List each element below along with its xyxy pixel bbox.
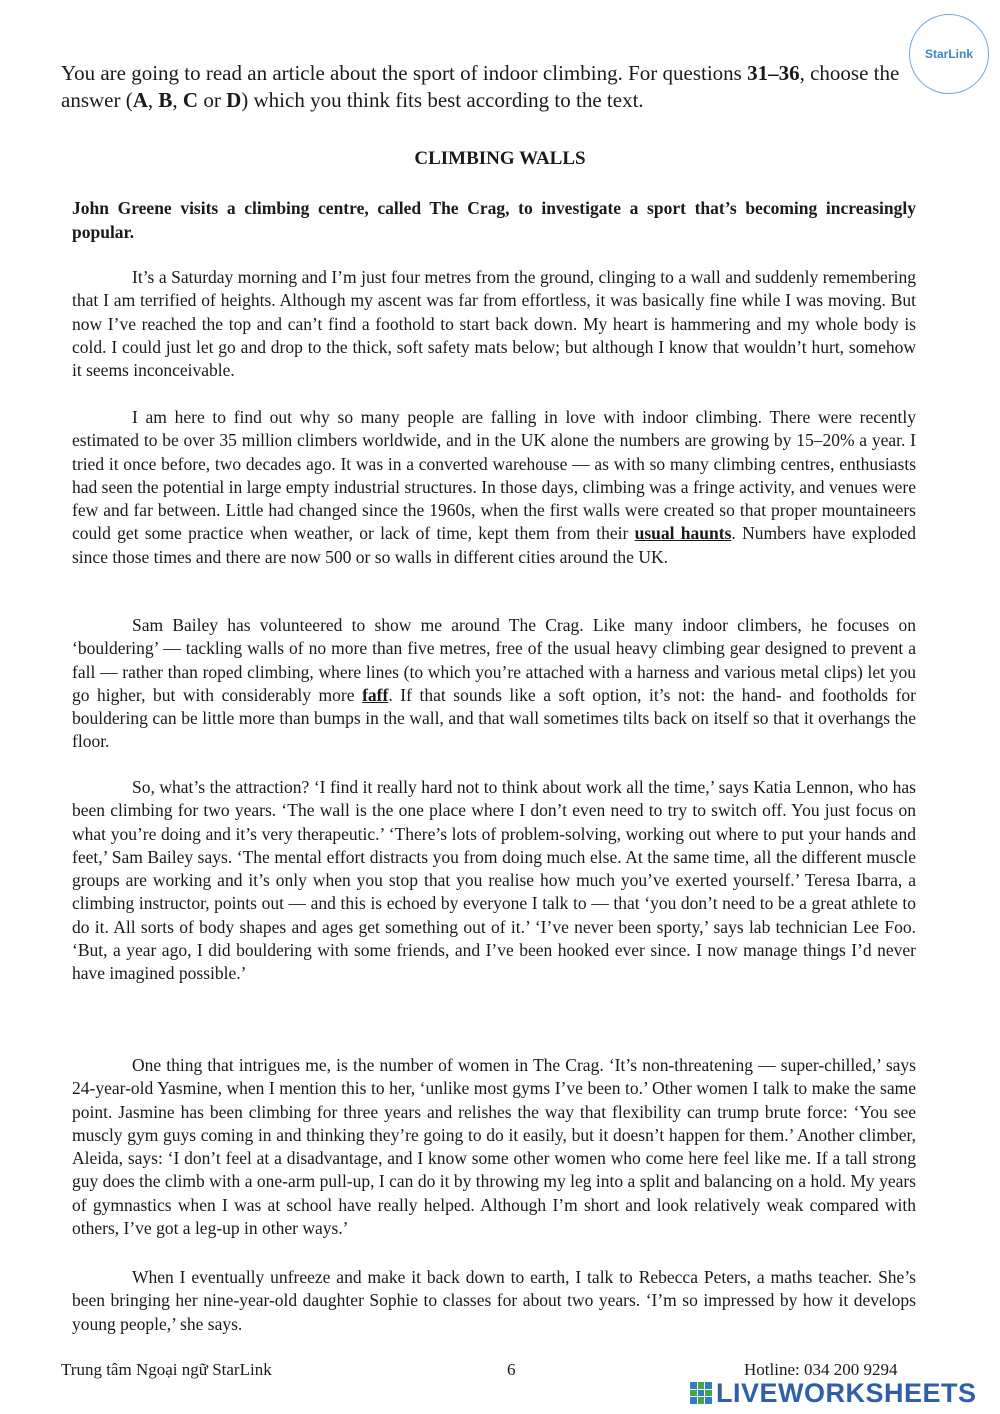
article-standfirst: John Greene visits a climbing centre, called The Crag, to investigate a sport that’s becoming increasingly popular.: [72, 198, 916, 242]
paragraph-6: When I eventually unfreeze and make it back down to earth, I talk to Rebecca Peters, a maths teacher. She’s been bringing her nine-year-old daughter Sophie to classes for about two years. ‘I’m so impressed by how it develops young people,’ she says.: [72, 1267, 916, 1334]
footer-hotline: Hotline: 034 200 9294: [744, 1360, 898, 1379]
paragraph-5: One thing that intrigues me, is the number of women in The Crag. ‘It’s non-threatening — super-chilled,’ says 24-year-old Yasmine, when I mention this to her, ‘unlike most gyms I’ve been to.’ Other women I talk to make the same point. Jasmine has been climbing for three years and relishes the way that flexibility can trump brute force: ‘You see muscly gym guys coming in and thinking they’re going to do it easily, but it doesn’t happen for them.’ Another climber, Aleida, says: ‘I don’t feel at a disadvantage, and I know some other women who come here feel like me. If a tall strong guy does the climb with a one-arm pull-up, I can do it by throwing my leg into a split and balancing on a hold. My years of gymnastics when I was at school have really helped. Although I’m short and look relatively weak compared with others, I’ve got a leg-up in other ways.’: [72, 1055, 916, 1239]
instructions: You are going to read an article about the sport of indoor climbing. For questions 31–36, choose the answer (A, B, C or D) which you think fits best according to the text.: [61, 61, 900, 112]
highlight-faff: faff: [362, 684, 389, 705]
liveworksheets-icon: [690, 1382, 712, 1404]
paragraph-2: I am here to find out why so many people are falling in love with indoor climbing. There were recently estimated to be over 35 million climbers worldwide, and in the UK alone the numbers are growing by 15–20% a year. I tried it once before, two decades ago. It was in a converted warehouse — as with so many climbing centres, enthusiasts had seen the potential in large empty industrial structures. In those days, climbing was a fringe activity, and venues were few and far between. Little had changed since the 1960s, when the first walls were created so that proper mountaineers could get some practice when weather, or lack of time, kept them from their usual haunts. Numbers have exploded since those times and there are now 500 or so walls in different cities around the UK.: [72, 407, 916, 567]
footer-page-number: 6: [507, 1360, 516, 1379]
paragraph-4: So, what’s the attraction? ‘I find it really hard not to think about work all the time,’ says Katia Lennon, who has been climbing for two years. ‘The wall is the one place where I don’t even need to try to switch off. You just focus on what you’re doing and it’s very therapeutic.’ ‘There’s lots of problem-solving, working out where to put your hands and feet,’ Sam Bailey says. ‘The mental effort distracts you from doing much else. At the same time, all the different muscle groups are working and it’s only when you stop that you realise how much you’ve exerted yourself.’ Teresa Ibarra, a climbing instructor, points out — and this is echoed by everyone I talk to — that ‘you don’t need to be a great athlete to do it. All sorts of body shapes and ages get something out of it.’ ‘I’ve never been sporty,’ says lab technician Lee Foo. ‘But, a year ago, I did bouldering with some friends, and I’ve been hooked ever since. I now manage things I’d never have imagined possible.’: [72, 777, 916, 984]
liveworksheets-watermark: [690, 1378, 990, 1408]
footer-center-name: Trung tâm Ngoại ngữ StarLink: [61, 1360, 272, 1379]
starlink-logo: [909, 14, 989, 94]
article-title: CLIMBING WALLS: [414, 148, 586, 169]
logo-text: StarLink: [924, 47, 973, 61]
highlight-usual-haunts: usual haunts: [634, 523, 732, 544]
liveworksheets-text: LIVEWORKSHEETS: [716, 1377, 977, 1408]
paragraph-3: Sam Bailey has volunteered to show me around The Crag. Like many indoor climbers, he focuses on ‘bouldering’ — tackling walls of no more than five metres, free of the usual heavy climbing gear designed to prevent a fall — rather than roped climbing, where lines (to which you’re attached with a harness and various metal clips) let you go higher, but with considerably more faff. If that sounds like a soft option, it’s not: the hand- and footholds for bouldering can be little more than bumps in the wall, and that wall sometimes tilts back on itself so that it overhangs the floor.: [72, 615, 916, 752]
paragraph-1: It’s a Saturday morning and I’m just four metres from the ground, clinging to a wall and suddenly remembering that I am terrified of heights. Although my ascent was far from effortless, it was basically fine while I was moving. But now I’ve reached the top and can’t find a foothold to start back down. My heart is hammering and my whole body is cold. I could just let go and drop to the thick, soft safety mats below; but although I know that wouldn’t hurt, somehow it seems inconceivable.: [72, 267, 916, 381]
